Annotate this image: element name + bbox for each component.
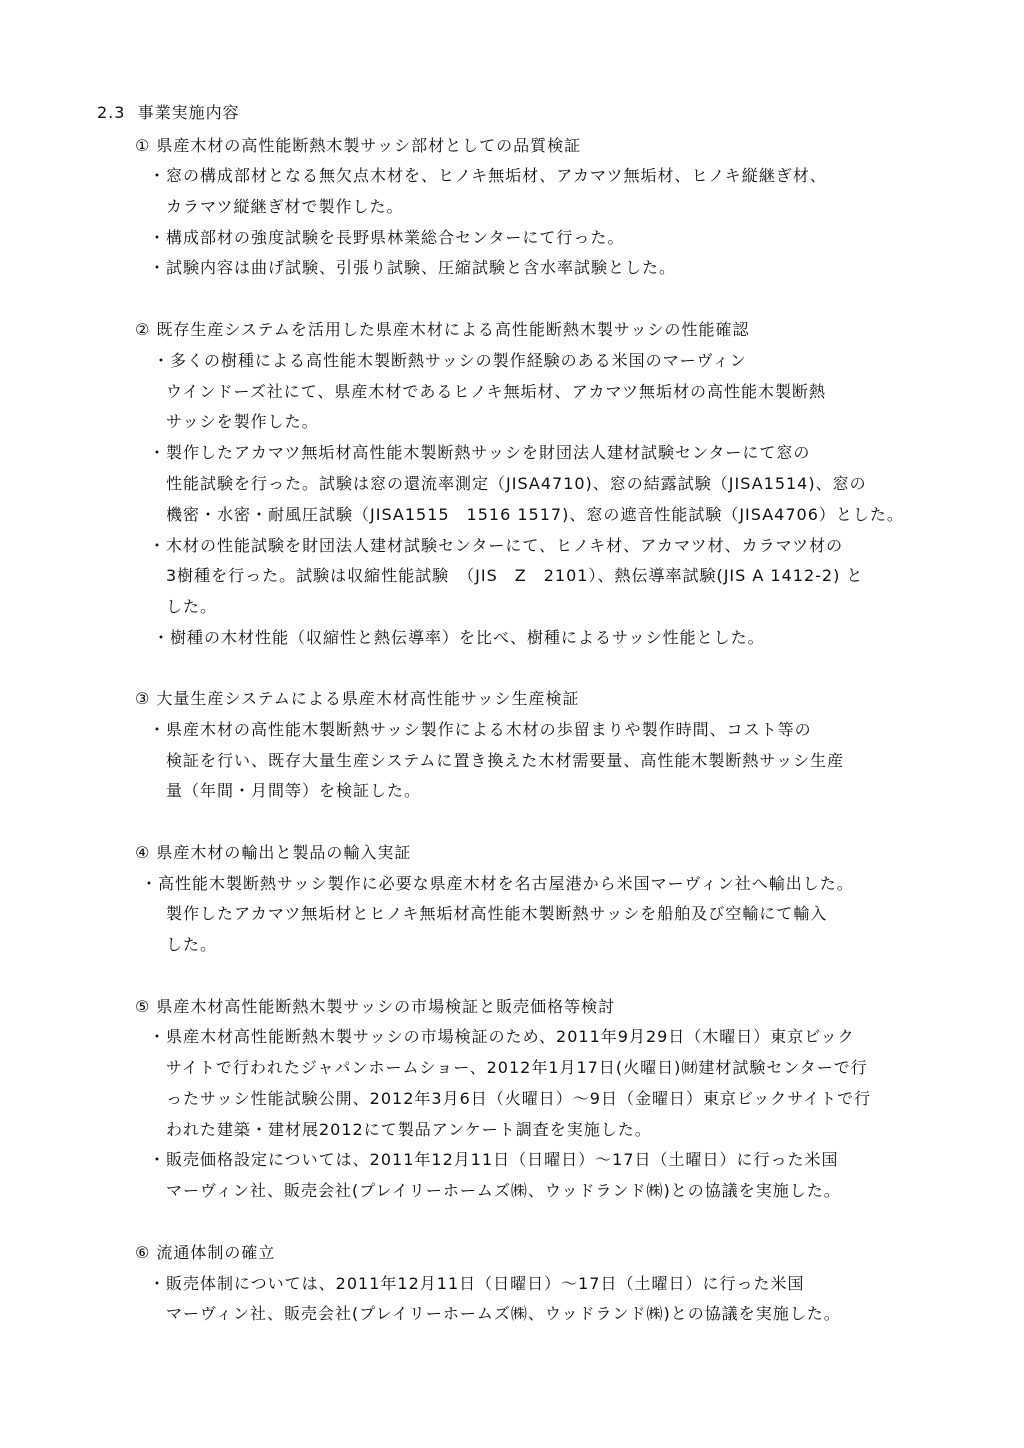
body-line: 検証を行い、既存大量生産システムに置き換えた木材需要量、高性能木製断熱サッシ生産 — [166, 751, 845, 770]
body-line: ・製作したアカマツ無垢材高性能木製断熱サッシを財団法人建材試験センターにて窓の — [149, 443, 811, 462]
body-line: われた建築・建材展2012にて製品アンケート調査を実施した。 — [166, 1120, 652, 1139]
body-line: ・販売体制については、2011年12月11日（日曜日）～17日（土曜日）に行った米国 — [149, 1274, 805, 1293]
body-line: ウインドーズ社にて、県産木材であるヒノキ無垢材、アカマツ無垢材の高性能木製断熱 — [166, 382, 826, 401]
body-line: 3樹種を行った。試験は収縮性能試験 （JIS Z 2101）、熱伝導率試験(JIS A 1412-2) と — [166, 566, 864, 585]
body-line: ・県産木材の高性能木製断熱サッシ製作による木材の歩留まりや製作時間、コスト等の — [149, 720, 812, 739]
body-line: カラマツ縦継ぎ材で製作した。 — [166, 197, 404, 216]
body-line: ・多くの樹種による高性能木製断熱サッシの製作経験のある米国のマーヴィン — [153, 351, 747, 370]
body-line: ・木材の性能試験を財団法人建材試験センターにて、ヒノキ材、アカマツ材、カラマツ材の — [149, 536, 844, 555]
body-line: した。 — [166, 935, 218, 954]
item-heading: ⑥ 流通体制の確立 — [135, 1243, 276, 1262]
section-heading — [97, 103, 240, 125]
item-heading: ① 県産木材の高性能断熱木製サッシ部材としての品質検証 — [135, 136, 582, 155]
body-line: マーヴィン社、販売会社(プレイリーホームズ㈱、ウッドランド㈱)との協議を実施した。 — [166, 1181, 841, 1200]
section-number: 2.3 — [97, 103, 126, 122]
item-heading: ④ 県産木材の輸出と製品の輸入実証 — [135, 843, 412, 862]
body-line: 製作したアカマツ無垢材とヒノキ無垢材高性能木製断熱サッシを船舶及び空輸にて輸入 — [166, 904, 828, 923]
body-line: ・販売価格設定については、2011年12月11日（日曜日）～17日（土曜日）に行った米国 — [149, 1150, 839, 1169]
body-line: 量（年間・月間等）を検証した。 — [166, 781, 422, 800]
body-line: 機密・水密・耐風圧試験（JISA1515 1516 1517)、窓の遮音性能試験（JISA4706）とした。 — [166, 505, 904, 524]
body-line: 性能試験を行った。試験は窓の還流率測定（JISA4710)、窓の結露試験（JISA1514)、窓の — [166, 474, 867, 493]
body-line: ったサッシ性能試験公開、2012年3月6日（火曜日）～9日（金曜日）東京ビックサイトで行 — [166, 1089, 872, 1108]
item-heading: ③ 大量生産システムによる県産木材高性能サッシ生産検証 — [135, 689, 580, 708]
body-line: サイトで行われたジャパンホームショー、2012年1月17日(火曜日)㈶建材試験センターで行 — [166, 1058, 868, 1077]
body-line: マーヴィン社、販売会社(プレイリーホームズ㈱、ウッドランド㈱)との協議を実施した。 — [166, 1304, 841, 1323]
body-line: ・県産木材高性能断熱木製サッシの市場検証のため、2011年9月29日（木曜日）東京ビック — [149, 1027, 855, 1046]
body-line: ・高性能木製断熱サッシ製作に必要な県産木材を名古屋港から米国マーヴィン社へ輸出した。 — [141, 874, 854, 893]
body-line: サッシを製作した。 — [166, 412, 319, 431]
body-line: ・樹種の木材性能（収縮性と熱伝導率）を比べ、樹種によるサッシ性能とした。 — [153, 628, 765, 647]
body-line: ・構成部材の強度試験を長野県林業総合センターにて行った。 — [149, 228, 625, 247]
item-heading: ⑤ 県産木材高性能断熱木製サッシの市場検証と販売価格等検討 — [135, 997, 616, 1016]
body-line: ・試験内容は曲げ試験、引張り試験、圧縮試験と含水率試験とした。 — [149, 258, 677, 277]
section-title: 事業実施内容 — [137, 103, 240, 122]
body-line: した。 — [166, 597, 218, 616]
item-heading: ② 既存生産システムを活用した県産木材による高性能断熱木製サッシの性能確認 — [135, 320, 750, 339]
body-line: ・窓の構成部材となる無欠点木材を、ヒノキ無垢材、アカマツ無垢材、ヒノキ縦継ぎ材、 — [149, 166, 827, 185]
